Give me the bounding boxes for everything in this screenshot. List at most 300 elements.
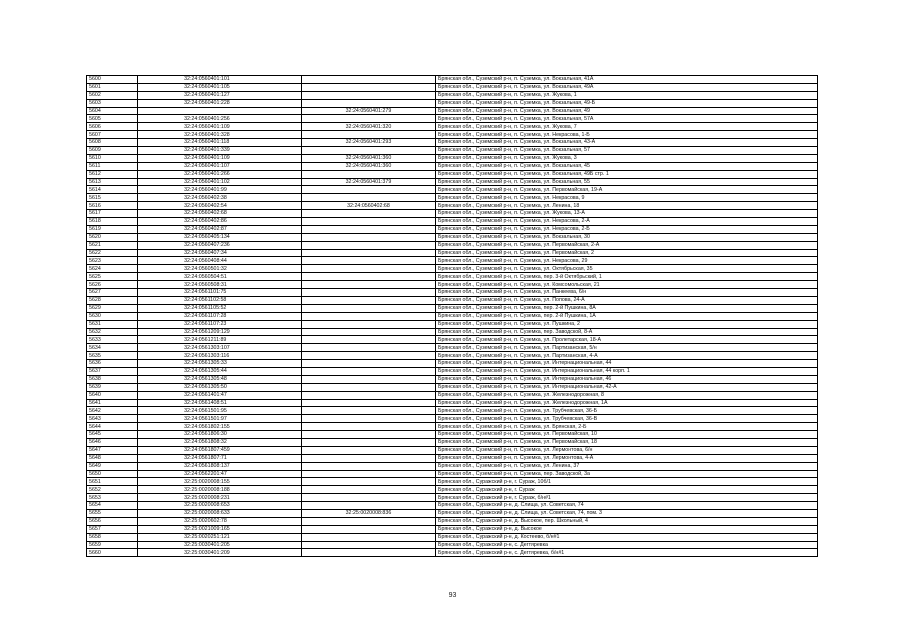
address-cell: Брянская обл., Суземский р-н, п. Суземка, ул. Некрасова, 2-А [435, 218, 817, 226]
cadastral-number-cell: 32:24:0560401:105 [138, 83, 302, 91]
previous-number-cell [301, 91, 435, 99]
row-number-cell: 5604 [87, 107, 138, 115]
table-row [87, 281, 818, 289]
table-row [87, 360, 818, 368]
row-number-cell: 5638 [87, 375, 138, 383]
row-number-cell: 5658 [87, 533, 138, 541]
table-row [87, 99, 818, 107]
row-number-cell: 5644 [87, 423, 138, 431]
address-cell: Брянская обл., Суземский р-н, п. Суземка, ул. Лермонтова, 6/н [435, 446, 817, 454]
previous-number-cell [301, 296, 435, 304]
cadastral-number-cell: 32:24:0560407:34 [138, 249, 302, 257]
previous-number-cell [301, 147, 435, 155]
table-row [87, 470, 818, 478]
previous-number-cell [301, 83, 435, 91]
previous-number-cell [301, 431, 435, 439]
address-cell: Брянская обл., Суражский р-н, г. Сураж [435, 486, 817, 494]
cadastral-number-cell: 32:24:0561303:116 [138, 352, 302, 360]
address-cell: Брянская обл., Суземский р-н, п. Суземка, ул. Вокзальная, 49 [435, 107, 817, 115]
cadastral-number-cell: 32:24:0560508:31 [138, 281, 302, 289]
row-number-cell: 5620 [87, 233, 138, 241]
previous-number-cell [301, 304, 435, 312]
table-row [87, 257, 818, 265]
row-number-cell: 5652 [87, 486, 138, 494]
cadastral-number-cell: 32:24:0561806:30 [138, 431, 302, 439]
previous-number-cell: 32:25:0020008:836 [301, 509, 435, 517]
row-number-cell: 5627 [87, 289, 138, 297]
cadastral-number-cell: 32:24:0561501:95 [138, 407, 302, 415]
row-number-cell: 5656 [87, 517, 138, 525]
register-table-body [87, 76, 818, 557]
previous-number-cell: 32:24:0560401:279 [301, 107, 435, 115]
row-number-cell: 5648 [87, 454, 138, 462]
cadastral-number-cell: 32:24:0560401:107 [138, 162, 302, 170]
table-row [87, 502, 818, 510]
table-row [87, 383, 818, 391]
previous-number-cell [301, 478, 435, 486]
row-number-cell: 5628 [87, 296, 138, 304]
row-number-cell: 5605 [87, 115, 138, 123]
row-number-cell: 5632 [87, 328, 138, 336]
row-number-cell: 5625 [87, 273, 138, 281]
row-number-cell: 5621 [87, 241, 138, 249]
address-cell: Брянская обл., Суземский р-н, п. Суземка, ул. Некрасова, 9 [435, 194, 817, 202]
address-cell: Брянская обл., Суземский р-н, п. Суземка, ул. Панкеева, 6/н [435, 289, 817, 297]
cadastral-number-cell [138, 107, 302, 115]
table-row [87, 344, 818, 352]
row-number-cell: 5617 [87, 210, 138, 218]
row-number-cell: 5659 [87, 541, 138, 549]
previous-number-cell [301, 391, 435, 399]
address-cell: Брянская обл., Суражский р-н, с. Дегтяревка [435, 541, 817, 549]
previous-number-cell [301, 446, 435, 454]
previous-number-cell: 32:24:0560401:360 [301, 162, 435, 170]
table-row [87, 107, 818, 115]
row-number-cell: 5643 [87, 415, 138, 423]
row-number-cell: 5637 [87, 367, 138, 375]
row-number-cell: 5611 [87, 162, 138, 170]
table-row [87, 265, 818, 273]
address-cell: Брянская обл., Суземский р-н, п. Суземка, ул. Партизанская, 5/н [435, 344, 817, 352]
previous-number-cell: 32:24:0560401:360 [301, 154, 435, 162]
address-cell: Брянская обл., Суземский р-н, п. Суземка, ул. Интернациональная, 46 [435, 375, 817, 383]
address-cell: Брянская обл., Суземский р-н, п. Суземка, ул. Некрасова, 29 [435, 257, 817, 265]
row-number-cell: 5650 [87, 470, 138, 478]
table-row [87, 76, 818, 84]
cadastral-number-cell: 32:24:0560405:134 [138, 233, 302, 241]
table-row [87, 147, 818, 155]
cadastral-number-cell: 32:24:0561305:33 [138, 360, 302, 368]
cadastral-number-cell: 32:24:0561802:155 [138, 423, 302, 431]
previous-number-cell [301, 502, 435, 510]
row-number-cell: 5624 [87, 265, 138, 273]
row-number-cell: 5612 [87, 170, 138, 178]
table-row [87, 312, 818, 320]
address-cell: Брянская обл., Суражский р-н, д. Слища, ул. Советская, 74, пом. 3 [435, 509, 817, 517]
cadastral-number-cell: 32:24:0560401:266 [138, 170, 302, 178]
cadastral-number-cell: 32:24:0560408:44 [138, 257, 302, 265]
cadastral-number-cell: 32:24:0560401:101 [138, 76, 302, 84]
address-cell: Брянская обл., Суземский р-н, п. Суземка, ул. Вокзальная, 49Б стр. 1 [435, 170, 817, 178]
cadastral-number-cell: 32:25:0020008:188 [138, 486, 302, 494]
previous-number-cell [301, 273, 435, 281]
row-number-cell: 5635 [87, 352, 138, 360]
address-cell: Брянская обл., Суземский р-н, п. Суземка, ул. Брянская, 2-Б [435, 423, 817, 431]
row-number-cell: 5634 [87, 344, 138, 352]
row-number-cell: 5606 [87, 123, 138, 131]
row-number-cell: 5631 [87, 320, 138, 328]
previous-number-cell [301, 186, 435, 194]
cadastral-number-cell: 32:24:0561211:89 [138, 336, 302, 344]
table-row [87, 139, 818, 147]
address-cell: Брянская обл., Суражский р-н, д. Слища, ул. Советская, 74 [435, 502, 817, 510]
cadastral-number-cell: 32:24:0561305:48 [138, 375, 302, 383]
address-cell: Брянская обл., Суземский р-н, п. Суземка, ул. Первомайская, 19-А [435, 186, 817, 194]
row-number-cell: 5608 [87, 139, 138, 147]
row-number-cell: 5607 [87, 131, 138, 139]
table-row [87, 218, 818, 226]
previous-number-cell [301, 462, 435, 470]
previous-number-cell [301, 423, 435, 431]
table-row [87, 162, 818, 170]
address-cell: Брянская обл., Суземский р-н, п. Суземка, ул. Вокзальная, 49А [435, 83, 817, 91]
row-number-cell: 5618 [87, 218, 138, 226]
cadastral-number-cell: 32:24:0560402:54 [138, 202, 302, 210]
row-number-cell: 5657 [87, 525, 138, 533]
cadastral-number-cell: 32:25:0020008:155 [138, 478, 302, 486]
row-number-cell: 5655 [87, 509, 138, 517]
cadastral-number-cell: 32:24:0561408:51 [138, 399, 302, 407]
cadastral-number-cell: 32:24:0561808:32 [138, 438, 302, 446]
table-row [87, 131, 818, 139]
previous-number-cell [301, 438, 435, 446]
previous-number-cell [301, 320, 435, 328]
address-cell: Брянская обл., Суземский р-н, п. Суземка, ул. Вокзальная, 43-А [435, 139, 817, 147]
cadastral-number-cell: 32:24:0560504:51 [138, 273, 302, 281]
address-cell: Брянская обл., Суземский р-н, п. Суземка, ул. Жукова, 3 [435, 154, 817, 162]
table-row [87, 517, 818, 525]
table-row [87, 233, 818, 241]
address-cell: Брянская обл., Суземский р-н, п. Суземка, ул. Пушкина, 2 [435, 320, 817, 328]
table-row [87, 454, 818, 462]
table-row [87, 415, 818, 423]
cadastral-number-cell: 32:24:0560501:32 [138, 265, 302, 273]
table-row [87, 462, 818, 470]
cadastral-number-cell: 32:25:0030401:209 [138, 549, 302, 557]
previous-number-cell [301, 99, 435, 107]
address-cell: Брянская обл., Суземский р-н, п. Суземка, ул. Вокзальная, 57А [435, 115, 817, 123]
row-number-cell: 5653 [87, 494, 138, 502]
address-cell: Брянская обл., Суземский р-н, п. Суземка, ул. Ленина, 18 [435, 202, 817, 210]
address-cell: Брянская обл., Суземский р-н, п. Суземка, ул. Вокзальная, 49-Б [435, 99, 817, 107]
table-row [87, 115, 818, 123]
previous-number-cell [301, 399, 435, 407]
previous-number-cell [301, 407, 435, 415]
row-number-cell: 5630 [87, 312, 138, 320]
row-number-cell: 5654 [87, 502, 138, 510]
table-row [87, 304, 818, 312]
address-cell: Брянская обл., Суземский р-н, п. Суземка, ул. Партизанская, 4-А [435, 352, 817, 360]
cadastral-number-cell: 32:25:0020251:121 [138, 533, 302, 541]
row-number-cell: 5610 [87, 154, 138, 162]
previous-number-cell [301, 525, 435, 533]
previous-number-cell [301, 115, 435, 123]
cadastral-number-cell: 32:24:0561501:97 [138, 415, 302, 423]
previous-number-cell [301, 344, 435, 352]
address-cell: Брянская обл., Суземский р-н, п. Суземка, ул. Первомайская, 10 [435, 431, 817, 439]
cadastral-number-cell: 32:24:0560401:339 [138, 147, 302, 155]
address-cell: Брянская обл., Суземский р-н, п. Суземка, ул. Интернациональная, 42-А [435, 383, 817, 391]
address-cell: Брянская обл., Суземский р-н, п. Суземка, ул. Вокзальная, 45 [435, 162, 817, 170]
row-number-cell: 5619 [87, 225, 138, 233]
address-cell: Брянская обл., Суземский р-н, п. Суземка, ул. Ленина, 37 [435, 462, 817, 470]
previous-number-cell [301, 454, 435, 462]
previous-number-cell [301, 517, 435, 525]
cadastral-number-cell: 32:24:0560401:109 [138, 123, 302, 131]
table-row [87, 375, 818, 383]
previous-number-cell [301, 210, 435, 218]
table-row [87, 486, 818, 494]
table-row [87, 438, 818, 446]
previous-number-cell [301, 265, 435, 273]
table-row [87, 533, 818, 541]
address-cell: Брянская обл., Суземский р-н, п. Суземка, ул. Первомайская, 18 [435, 438, 817, 446]
cadastral-number-cell: 32:25:0020008:231 [138, 494, 302, 502]
table-row [87, 289, 818, 297]
row-number-cell: 5640 [87, 391, 138, 399]
address-cell: Брянская обл., Суземский р-н, п. Суземка, ул. Железнодорожная, 1А [435, 399, 817, 407]
address-cell: Брянская обл., Суражский р-н, д. Высокое, пер. Школьный, 4 [435, 517, 817, 525]
table-row [87, 549, 818, 557]
previous-number-cell [301, 549, 435, 557]
cadastral-number-cell: 32:25:0030401:205 [138, 541, 302, 549]
previous-number-cell [301, 494, 435, 502]
cadastral-number-cell: 32:24:0561303:107 [138, 344, 302, 352]
address-cell: Брянская обл., Суземский р-н, п. Суземка, пер. Заводской, 8-А [435, 328, 817, 336]
table-row [87, 210, 818, 218]
table-row [87, 352, 818, 360]
previous-number-cell [301, 328, 435, 336]
row-number-cell: 5645 [87, 431, 138, 439]
address-cell: Брянская обл., Суземский р-н, п. Суземка, ул. Комсомольская, 21 [435, 281, 817, 289]
previous-number-cell [301, 225, 435, 233]
cadastral-number-cell: 32:24:0561102:58 [138, 296, 302, 304]
cadastral-number-cell: 32:24:0561808:137 [138, 462, 302, 470]
row-number-cell: 5602 [87, 91, 138, 99]
cadastral-number-cell: 32:24:0560401:127 [138, 91, 302, 99]
row-number-cell: 5623 [87, 257, 138, 265]
address-cell: Брянская обл., Суземский р-н, п. Суземка, пер. 3-й Октябрьский, 1 [435, 273, 817, 281]
table-row [87, 336, 818, 344]
cadastral-number-cell: 32:24:0560401:228 [138, 99, 302, 107]
address-cell: Брянская обл., Суземский р-н, п. Суземка, ул. Некрасова, 1-Б [435, 131, 817, 139]
row-number-cell: 5613 [87, 178, 138, 186]
cadastral-number-cell: 32:24:0560401:328 [138, 131, 302, 139]
table-row [87, 407, 818, 415]
table-row [87, 391, 818, 399]
previous-number-cell [301, 470, 435, 478]
cadastral-number-cell: 32:24:0561305:44 [138, 367, 302, 375]
previous-number-cell [301, 170, 435, 178]
address-cell: Брянская обл., Суземский р-н, п. Суземка, ул. Интернациональная, 44 [435, 360, 817, 368]
table-row [87, 541, 818, 549]
previous-number-cell [301, 367, 435, 375]
previous-number-cell [301, 76, 435, 84]
address-cell: Брянская обл., Суземский р-н, п. Суземка, ул. Интернациональная, 44 корп. 1 [435, 367, 817, 375]
previous-number-cell [301, 541, 435, 549]
table-row [87, 367, 818, 375]
address-cell: Брянская обл., Суземский р-н, п. Суземка, ул. Трубчевская, 36-Б [435, 407, 817, 415]
previous-number-cell: 32:24:0560402:68 [301, 202, 435, 210]
previous-number-cell [301, 336, 435, 344]
table-row [87, 446, 818, 454]
cadastral-number-cell: 32:25:0021009:165 [138, 525, 302, 533]
table-row [87, 123, 818, 131]
address-cell: Брянская обл., Суражский р-н, д. Высокое [435, 525, 817, 533]
address-cell: Брянская обл., Суражский р-н, г. Сураж, б/н#1 [435, 494, 817, 502]
row-number-cell: 5614 [87, 186, 138, 194]
page-number: 93 [448, 592, 457, 599]
address-cell: Брянская обл., Суземский р-н, п. Суземка, ул. Железнодорожная, 8 [435, 391, 817, 399]
table-row [87, 170, 818, 178]
cadastral-number-cell: 32:24:0561305:50 [138, 383, 302, 391]
previous-number-cell [301, 281, 435, 289]
address-cell: Брянская обл., Суземский р-н, п. Суземка, ул. Вокзальная, 57 [435, 147, 817, 155]
cadastral-number-cell: 32:25:0020008:653 [138, 502, 302, 510]
address-cell: Брянская обл., Суземский р-н, п. Суземка, ул. Первомайская, 2-А [435, 241, 817, 249]
cadastral-number-cell: 32:24:0560402:68 [138, 210, 302, 218]
previous-number-cell [301, 131, 435, 139]
row-number-cell: 5636 [87, 360, 138, 368]
cadastral-number-cell: 32:24:0560401:99 [138, 186, 302, 194]
table-row [87, 249, 818, 257]
table-row [87, 399, 818, 407]
table-row [87, 91, 818, 99]
row-number-cell: 5600 [87, 76, 138, 84]
table-row [87, 296, 818, 304]
table-row [87, 328, 818, 336]
cadastral-number-cell: 32:24:0560402:38 [138, 194, 302, 202]
address-cell: Брянская обл., Суземский р-н, п. Суземка, ул. Попова, 24-А [435, 296, 817, 304]
previous-number-cell [301, 360, 435, 368]
cadastral-number-cell: 32:24:0560401:118 [138, 139, 302, 147]
table-row [87, 320, 818, 328]
previous-number-cell [301, 233, 435, 241]
table-row [87, 225, 818, 233]
cadastral-number-cell: 32:24:0560401:256 [138, 115, 302, 123]
previous-number-cell [301, 415, 435, 423]
table-row [87, 186, 818, 194]
row-number-cell: 5626 [87, 281, 138, 289]
cadastral-number-cell: 32:25:0020602:78 [138, 517, 302, 525]
row-number-cell: 5633 [87, 336, 138, 344]
cadastral-number-cell: 32:24:0560407:236 [138, 241, 302, 249]
cadastral-number-cell: 32:24:0560401:109 [138, 154, 302, 162]
register-table [86, 75, 818, 557]
table-row [87, 478, 818, 486]
address-cell: Брянская обл., Суземский р-н, п. Суземка, ул. Жукова, 13-А [435, 210, 817, 218]
address-cell: Брянская обл., Суражский р-н, д. Костеево, б/н#1 [435, 533, 817, 541]
address-cell: Брянская обл., Суземский р-н, п. Суземка, пер. Заводской, 3а [435, 470, 817, 478]
table-row [87, 509, 818, 517]
cadastral-number-cell: 32:24:0561107:28 [138, 312, 302, 320]
previous-number-cell [301, 241, 435, 249]
row-number-cell: 5601 [87, 83, 138, 91]
row-number-cell: 5603 [87, 99, 138, 107]
table-row [87, 494, 818, 502]
table-row [87, 241, 818, 249]
cadastral-number-cell: 32:24:0561105:52 [138, 304, 302, 312]
table-row [87, 525, 818, 533]
row-number-cell: 5651 [87, 478, 138, 486]
cadastral-number-cell: 32:24:0561107:23 [138, 320, 302, 328]
table-row [87, 194, 818, 202]
row-number-cell: 5615 [87, 194, 138, 202]
cadastral-number-cell: 32:25:0020008:633 [138, 509, 302, 517]
previous-number-cell [301, 486, 435, 494]
address-cell: Брянская обл., Суземский р-н, п. Суземка, ул. Жукова, 1 [435, 91, 817, 99]
previous-number-cell: 32:24:0560401:293 [301, 139, 435, 147]
previous-number-cell: 32:24:0560401:379 [301, 178, 435, 186]
previous-number-cell [301, 312, 435, 320]
previous-number-cell [301, 352, 435, 360]
row-number-cell: 5622 [87, 249, 138, 257]
address-cell: Брянская обл., Суземский р-н, п. Суземка, ул. Некрасова, 2-Б [435, 225, 817, 233]
address-cell: Брянская обл., Суземский р-н, п. Суземка, пер. 2-й Пушкина, 1А [435, 312, 817, 320]
previous-number-cell [301, 383, 435, 391]
row-number-cell: 5616 [87, 202, 138, 210]
row-number-cell: 5641 [87, 399, 138, 407]
row-number-cell: 5629 [87, 304, 138, 312]
previous-number-cell [301, 257, 435, 265]
previous-number-cell [301, 375, 435, 383]
table-row [87, 154, 818, 162]
table-row [87, 83, 818, 91]
address-cell: Брянская обл., Суражский р-н, г. Сураж, 10б/1 [435, 478, 817, 486]
row-number-cell: 5647 [87, 446, 138, 454]
table-row [87, 202, 818, 210]
cadastral-number-cell: 32:24:0561401:47 [138, 391, 302, 399]
row-number-cell: 5660 [87, 549, 138, 557]
row-number-cell: 5639 [87, 383, 138, 391]
previous-number-cell: 32:24:0560401:320 [301, 123, 435, 131]
cadastral-number-cell: 32:24:0560401:102 [138, 178, 302, 186]
address-cell: Брянская обл., Суземский р-н, п. Суземка, ул. Трубчевская, 36-В [435, 415, 817, 423]
cadastral-number-cell: 32:24:0562201:47 [138, 470, 302, 478]
address-cell: Брянская обл., Суземский р-н, п. Суземка, пер. 2-й Пушкина, 8А [435, 304, 817, 312]
row-number-cell: 5649 [87, 462, 138, 470]
table-row [87, 431, 818, 439]
row-number-cell: 5609 [87, 147, 138, 155]
address-cell: Брянская обл., Суземский р-н, п. Суземка, ул. Вокзальная, 55 [435, 178, 817, 186]
previous-number-cell [301, 289, 435, 297]
cadastral-number-cell: 32:24:0561807:459 [138, 446, 302, 454]
cadastral-number-cell: 32:24:0561209:129 [138, 328, 302, 336]
row-number-cell: 5646 [87, 438, 138, 446]
address-cell: Брянская обл., Суземский р-н, п. Суземка, ул. Пролетарская, 18-А [435, 336, 817, 344]
table-row [87, 178, 818, 186]
cadastral-number-cell: 32:24:0561101:75 [138, 289, 302, 297]
address-cell: Брянская обл., Суземский р-н, п. Суземка, ул. Первомайская, 2 [435, 249, 817, 257]
address-cell: Брянская обл., Суземский р-н, п. Суземка, ул. Октябрьская, 35 [435, 265, 817, 273]
row-number-cell: 5642 [87, 407, 138, 415]
address-cell: Брянская обл., Суземский р-н, п. Суземка, ул. Вокзальная, 30 [435, 233, 817, 241]
previous-number-cell [301, 194, 435, 202]
previous-number-cell [301, 218, 435, 226]
address-cell: Брянская обл., Суземский р-н, п. Суземка, ул. Вокзальная, 41А [435, 76, 817, 84]
previous-number-cell [301, 249, 435, 257]
cadastral-number-cell: 32:24:0561807:71 [138, 454, 302, 462]
